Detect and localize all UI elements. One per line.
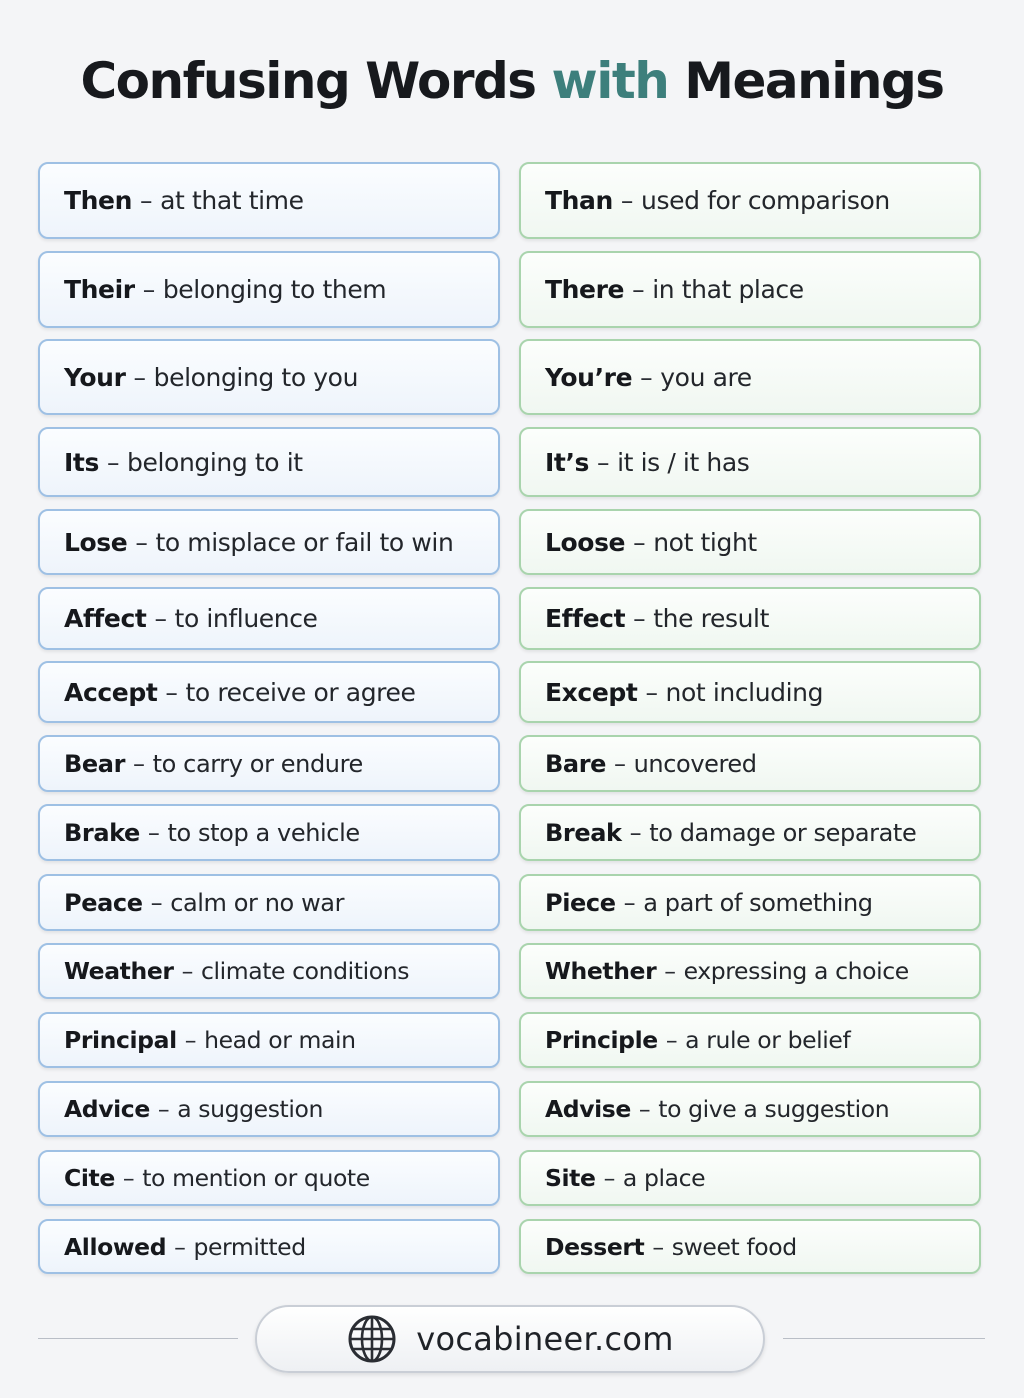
word-meaning: a part of something [643, 888, 873, 917]
word-card-left [38, 1150, 500, 1206]
word-term: Your [64, 362, 126, 392]
word-meaning: calm or no war [170, 888, 345, 917]
word-meaning: sweet food [671, 1232, 797, 1261]
title-accent: with [551, 52, 669, 110]
separator-dash: – [106, 447, 120, 477]
word-term: Advise [545, 1095, 631, 1123]
word-card-right [519, 661, 981, 723]
word-meaning: belonging to them [162, 275, 387, 304]
word-card-right [519, 735, 981, 792]
word-meaning: expressing a choice [683, 957, 909, 985]
separator-dash: – [154, 604, 167, 633]
word-card-left [38, 251, 500, 328]
word-term: Loose [545, 527, 626, 557]
word-card-left [38, 735, 500, 792]
word-meaning: the result [653, 604, 769, 633]
separator-dash: – [665, 1026, 678, 1054]
word-meaning: you are [660, 362, 752, 392]
word-card-right [519, 1012, 981, 1068]
word-meaning: belonging to it [127, 447, 303, 477]
word-term: Its [64, 447, 99, 477]
word-term: Brake [64, 818, 140, 847]
word-card-right [519, 1081, 981, 1137]
word-meaning: to give a suggestion [658, 1095, 890, 1123]
separator-dash: – [157, 1095, 170, 1123]
word-term: Whether [545, 957, 657, 985]
word-card-right [519, 509, 981, 575]
separator-dash: – [133, 362, 146, 392]
word-meaning: permitted [193, 1232, 306, 1261]
word-card-left [38, 162, 500, 239]
word-term: You’re [545, 362, 633, 392]
word-term: Than [545, 186, 613, 215]
word-term: Then [64, 186, 133, 215]
word-card-right [519, 874, 981, 931]
word-meaning: a rule or belief [685, 1026, 851, 1054]
word-card-right [519, 339, 981, 415]
separator-dash: – [629, 818, 642, 847]
word-term: Piece [545, 888, 616, 917]
word-term: Lose [64, 527, 128, 557]
word-term: Their [64, 275, 135, 304]
word-term: There [545, 275, 625, 304]
word-meaning: uncovered [633, 749, 757, 778]
title-part-1: Confusing Words [80, 52, 536, 110]
word-meaning: in that place [652, 275, 804, 304]
word-term: Accept [64, 677, 158, 707]
word-meaning: to misplace or fail to win [155, 527, 454, 557]
word-meaning: to damage or separate [649, 818, 917, 847]
word-meaning: to stop a vehicle [167, 818, 360, 847]
word-term: Principle [545, 1026, 658, 1054]
word-term: Effect [545, 604, 626, 633]
word-card-left [38, 1219, 500, 1274]
word-meaning: a place [622, 1164, 706, 1192]
word-term: It’s [545, 447, 590, 477]
word-card-right [519, 1150, 981, 1206]
word-term: Peace [64, 888, 143, 917]
word-term: Site [545, 1164, 596, 1192]
word-term: Advice [64, 1095, 150, 1123]
footer-divider-right [783, 1338, 985, 1339]
separator-dash: – [620, 186, 634, 215]
separator-dash: – [150, 888, 163, 917]
word-card-left [38, 661, 500, 723]
website-badge[interactable] [255, 1305, 765, 1373]
separator-dash: – [597, 447, 610, 477]
word-meaning: used for comparison [641, 186, 890, 215]
separator-dash: – [165, 677, 178, 707]
word-meaning: head or main [204, 1026, 356, 1054]
word-meaning: not including [665, 677, 824, 707]
word-term: Except [545, 677, 638, 707]
word-card-left [38, 587, 500, 650]
website-url[interactable]: vocabineer.com [416, 1320, 674, 1358]
separator-dash: – [614, 749, 626, 778]
word-term: Allowed [64, 1232, 167, 1261]
word-card-left [38, 339, 500, 415]
word-meaning: to influence [174, 604, 318, 633]
separator-dash: – [140, 186, 153, 215]
separator-dash: – [142, 275, 155, 304]
separator-dash: – [603, 1164, 615, 1192]
separator-dash: – [652, 1232, 664, 1261]
word-card-left [38, 943, 500, 999]
word-card-left [38, 509, 500, 575]
word-meaning: not tight [653, 527, 757, 557]
separator-dash: – [181, 957, 193, 985]
separator-dash: – [633, 527, 646, 557]
separator-dash: – [633, 604, 646, 633]
word-term: Cite [64, 1164, 115, 1192]
word-card-right [519, 943, 981, 999]
separator-dash: – [122, 1164, 135, 1192]
word-meaning: belonging to you [153, 362, 359, 392]
word-meaning: a suggestion [177, 1095, 323, 1123]
word-meaning: to mention or quote [142, 1164, 370, 1192]
separator-dash: – [133, 749, 145, 778]
title-part-2: Meanings [684, 52, 944, 110]
word-term: Bear [64, 749, 126, 778]
word-card-left [38, 804, 500, 861]
word-card-right [519, 587, 981, 650]
word-term: Affect [64, 604, 147, 633]
separator-dash: – [184, 1026, 197, 1054]
word-term: Weather [64, 957, 174, 985]
separator-dash: – [147, 818, 160, 847]
separator-dash: – [632, 275, 645, 304]
separator-dash: – [623, 888, 636, 917]
separator-dash: – [645, 677, 658, 707]
word-card-right [519, 162, 981, 239]
page-title [0, 52, 1024, 110]
word-meaning: at that time [160, 186, 304, 215]
globe-icon [346, 1313, 398, 1365]
word-term: Principal [64, 1026, 177, 1054]
separator-dash: – [640, 362, 653, 392]
word-meaning: to receive or agree [185, 677, 416, 707]
word-term: Break [545, 818, 622, 847]
separator-dash: – [174, 1232, 186, 1261]
footer-divider-left [38, 1338, 238, 1339]
word-meaning: it is / it has [617, 447, 750, 477]
word-term: Bare [545, 749, 607, 778]
word-card-right [519, 1219, 981, 1274]
word-meaning: to carry or endure [152, 749, 363, 778]
word-card-left [38, 1081, 500, 1137]
word-card-right [519, 804, 981, 861]
word-term: Dessert [545, 1232, 645, 1261]
word-card-left [38, 1012, 500, 1068]
word-card-right [519, 251, 981, 328]
separator-dash: – [135, 527, 148, 557]
separator-dash: – [638, 1095, 651, 1123]
word-card-left [38, 874, 500, 931]
word-card-left [38, 427, 500, 497]
word-card-right [519, 427, 981, 497]
word-meaning: climate conditions [200, 957, 410, 985]
separator-dash: – [664, 957, 676, 985]
